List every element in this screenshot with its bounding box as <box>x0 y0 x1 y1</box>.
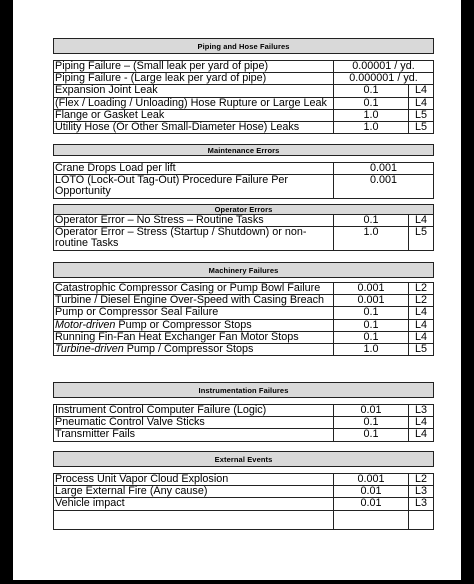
row-value: 1.0 <box>334 227 409 250</box>
row-category: L5 <box>409 344 434 356</box>
row-category: L4 <box>409 331 434 343</box>
table-row <box>54 405 434 417</box>
table-row <box>54 331 434 343</box>
table-row <box>54 122 434 134</box>
row-description: Expansion Joint Leak <box>54 85 334 97</box>
row-value: 0.1 <box>334 97 409 109</box>
row-description: Catastrophic Compressor Casing or Pump Bowl Failure <box>54 283 334 295</box>
row-description: Transmitter Fails <box>54 429 334 441</box>
table-row <box>54 73 434 85</box>
table-row <box>54 344 434 356</box>
maintenance-errors-table <box>53 144 434 199</box>
row-description: Turbine / Diesel Engine Over-Speed with Casing Breach <box>54 295 334 307</box>
row-value: 0.1 <box>334 215 409 227</box>
table-row <box>54 307 434 319</box>
table-row <box>54 319 434 331</box>
row-description-rest: Pump or Compressor Stops <box>115 318 252 331</box>
row-description: Flange or Gasket Leak <box>54 109 334 121</box>
machinery-failures-table <box>53 262 434 356</box>
row-value: 0.001 <box>334 474 409 486</box>
instrumentation-failures-table <box>53 382 434 442</box>
table-row <box>54 429 434 441</box>
row-description: Operator Error – No Stress – Routine Tasks <box>54 215 334 227</box>
table-header: Instrumentation Failures <box>54 383 434 398</box>
table-row <box>54 215 434 227</box>
row-description: Vehicle impact <box>54 498 334 510</box>
row-value: 0.1 <box>334 331 409 343</box>
table-row <box>54 283 434 295</box>
row-description: Process Unit Vapor Cloud Explosion <box>54 474 334 486</box>
row-description: Instrument Control Computer Failure (Logic) <box>54 405 334 417</box>
row-value: 0.1 <box>334 85 409 97</box>
row-description <box>54 319 334 331</box>
table-row <box>54 61 434 73</box>
row-category: L4 <box>409 307 434 319</box>
row-value: 1.0 <box>334 109 409 121</box>
row-value: 0.1 <box>334 307 409 319</box>
table-row <box>54 97 434 109</box>
table-header: Operator Errors <box>54 205 434 215</box>
table-row <box>54 175 434 198</box>
row-category: L4 <box>409 319 434 331</box>
row-description: Operator Error – Stress (Startup / Shutdown) or non-routine Tasks <box>54 227 334 250</box>
row-category: L2 <box>409 474 434 486</box>
row-category: L2 <box>409 283 434 295</box>
external-events-table <box>53 451 434 530</box>
row-value: 1.0 <box>334 122 409 134</box>
row-category: L2 <box>409 295 434 307</box>
row-value: 0.01 <box>334 498 409 510</box>
document-page <box>13 0 461 580</box>
row-description: Piping Failure – (Small leak per yard of pipe) <box>54 61 334 73</box>
row-description: Utility Hose (Or Other Small-Diameter Hose) Leaks <box>54 122 334 134</box>
table-header: Machinery Failures <box>54 263 434 278</box>
row-value: 0.1 <box>334 319 409 331</box>
table-header: Maintenance Errors <box>54 145 434 156</box>
row-value: 0.001 <box>334 295 409 307</box>
row-category: L4 <box>409 97 434 109</box>
table-row <box>54 227 434 250</box>
row-description: Crane Drops Load per lift <box>54 163 334 175</box>
table-row <box>54 163 434 175</box>
row-category: L3 <box>409 486 434 498</box>
row-description-italic: Turbine-driven <box>55 343 124 356</box>
row-category: L5 <box>409 109 434 121</box>
row-value: 1.0 <box>334 344 409 356</box>
row-description-rest: Pump / Compressor Stops <box>123 343 254 356</box>
table-row <box>54 417 434 429</box>
row-description: Piping Failure - (Large leak per yard of pipe) <box>54 73 334 85</box>
row-category: L5 <box>409 227 434 250</box>
row-description-italic: Motor-driven <box>55 318 116 331</box>
row-value: 0.1 <box>334 429 409 441</box>
table-row <box>54 486 434 498</box>
row-value: 0.00001 / yd. <box>334 61 434 73</box>
row-category: L5 <box>409 122 434 134</box>
row-description: Running Fin-Fan Heat Exchanger Fan Motor Stops <box>54 331 334 343</box>
table-row <box>54 498 434 510</box>
row-description: Pneumatic Control Valve Sticks <box>54 417 334 429</box>
operator-errors-table <box>53 204 434 251</box>
row-value: 0.01 <box>334 405 409 417</box>
row-value: 0.001 <box>334 175 434 198</box>
row-category: L4 <box>409 85 434 97</box>
row-category: L4 <box>409 429 434 441</box>
table-row <box>54 109 434 121</box>
row-description: Pump or Compressor Seal Failure <box>54 307 334 319</box>
row-value: 0.1 <box>334 417 409 429</box>
piping-failures-table <box>53 38 434 134</box>
row-value: 0.001 <box>334 283 409 295</box>
row-category: L4 <box>409 417 434 429</box>
table-row <box>54 474 434 486</box>
row-value: 0.01 <box>334 486 409 498</box>
row-description: Large External Fire (Any cause) <box>54 486 334 498</box>
row-description: (Flex / Loading / Unloading) Hose Rupture or Large Leak <box>54 97 334 109</box>
row-description <box>54 344 334 356</box>
row-category: L3 <box>409 498 434 510</box>
table-row <box>54 85 434 97</box>
table-row <box>54 295 434 307</box>
row-value: 0.000001 / yd. <box>334 73 434 85</box>
table-header: Piping and Hose Failures <box>54 39 434 54</box>
row-category: L4 <box>409 215 434 227</box>
row-value: 0.001 <box>334 163 434 175</box>
table-header: External Events <box>54 452 434 467</box>
row-category: L3 <box>409 405 434 417</box>
row-description: LOTO (Lock-Out Tag-Out) Procedure Failure Per Opportunity <box>54 175 334 198</box>
